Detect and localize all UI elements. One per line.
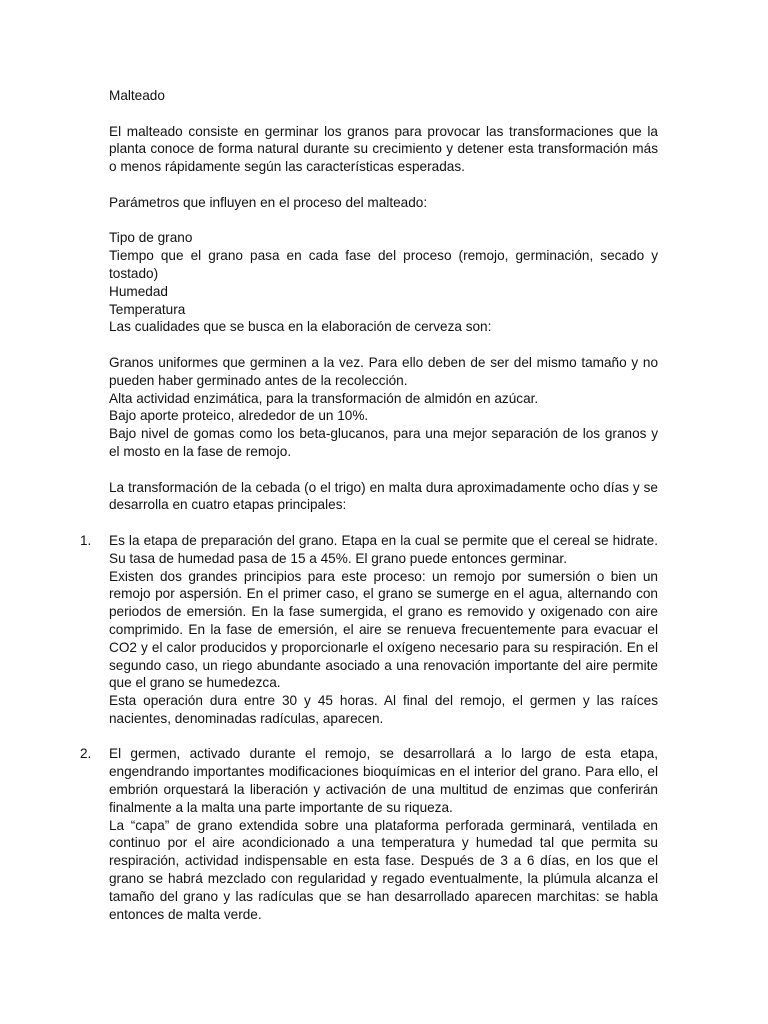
parameter-item: Tiempo que el grano pasa en cada fase del proceso (remojo, germinación, secado y tostado) <box>109 248 658 281</box>
quality-item: Alta actividad enzimática, para la transformación de almidón en azúcar. <box>109 390 539 406</box>
stage-paragraph: La “capa” de grano extendida sobre una plataforma perforada germinará, ventilada en continuo por el aire acondicionado a una temperatura y humedad tal que permita su respiración, actividad indispensable en esta fase. Después de 3 a 6 días, en los que el grano se habrá mezclado con regularidad y regado eventualmente, la plúmula alcanza el tamaño del grano y las radículas que se han desarrollado aparecen marchitas: se habla entonces de malta verde. <box>109 817 658 922</box>
stages-intro: La transformación de la cebada (o el trigo) en malta dura aproximadamente ocho días y se desarrolla en cuatro etapas principales: <box>109 479 658 513</box>
stage-item-2 <box>80 745 658 923</box>
parameter-item: Tipo de grano <box>109 230 193 246</box>
stage-number: 2. <box>80 746 92 762</box>
stage-paragraph: Es la etapa de preparación del grano. Etapa en la cual se permite que el cereal se hidrate. Su tasa de humedad pasa de 15 a 45%. El grano puede entonces germinar. <box>109 532 658 566</box>
qualities-heading: Las cualidades que se busca en la elaboración de cerveza son: <box>109 319 492 335</box>
qualities-list <box>109 354 658 461</box>
stage-paragraph: El germen, activado durante el remojo, se desarrollará a lo largo de esta etapa, engendrando importantes modificaciones bioquímicas en el interior del grano. Para ello, el embrión orquestará la liberación y activación de una multitud de enzimas que conferirán finalmente a la malta una parte importante de su riqueza. <box>109 746 658 815</box>
parameters-heading: Parámetros que influyen en el proceso del malteado: <box>109 194 428 210</box>
parameter-item: Temperatura <box>109 301 186 317</box>
parameters-list <box>109 229 658 318</box>
stage-paragraph: Existen dos grandes principios para este proceso: un remojo por sumersión o bien un remojo por aspersión. En el primer caso, el grano se sumerge en el agua, alternando con periodos de emersión. En la fase sumergida, el grano es removido y oxigenado con aire comprimido. En la fase de emersión, el aire se renueva frecuentemente para evacuar el CO2 y el calor producidos y proporcionarle el oxígeno necesario para su respiración. En el segundo caso, un riego abundante asociado a una renovación importante del aire permite que el grano se humedezca. <box>109 568 658 691</box>
stage-paragraph: Esta operación dura entre 30 y 45 horas. Al final del remojo, el germen y las raíces nacientes, denominadas radículas, aparecen. <box>109 693 658 726</box>
stage-item-1 <box>80 532 658 728</box>
intro-paragraph: El malteado consiste en germinar los granos para provocar las transformaciones que la planta conoce de forma natural durante su crecimiento y detener esta transformación más o menos rápidamente según las características esperadas. <box>109 123 658 175</box>
quality-item: Granos uniformes que germinen a la vez. Para ello deben de ser del mismo tamaño y no pueden haber germinado antes de la recolección. <box>109 354 658 388</box>
document-title: Malteado <box>109 88 165 103</box>
document-body <box>80 87 658 923</box>
quality-item: Bajo aporte proteico, alrededor de un 10%. <box>109 408 369 424</box>
stage-number: 1. <box>80 532 92 548</box>
quality-item: Bajo nivel de gomas como los beta-glucanos, para una mejor separación de los granos y el mosto en la fase de remojo. <box>109 426 658 459</box>
parameter-item: Humedad <box>109 283 168 299</box>
